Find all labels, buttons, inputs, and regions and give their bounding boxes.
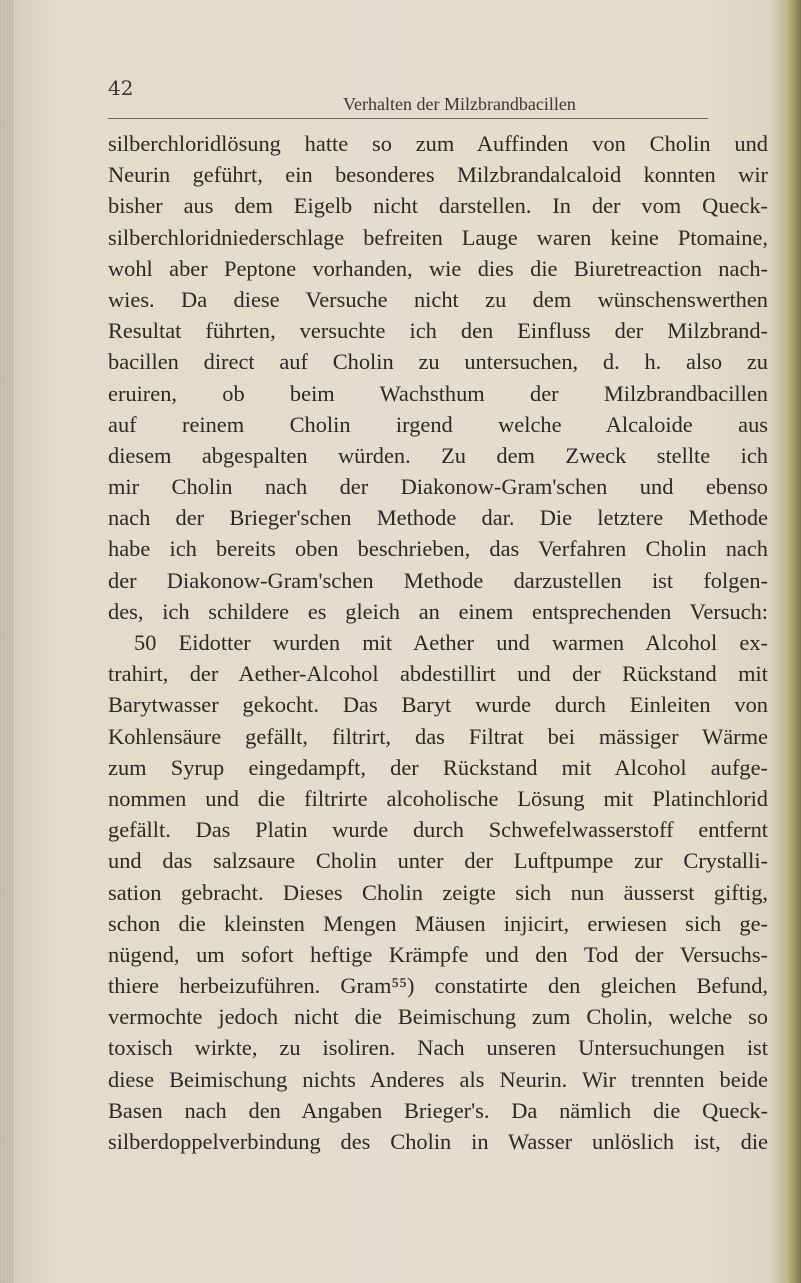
text-line: silberchloridniederschlage befreiten Lauge waren keine Ptomaine,	[108, 224, 768, 250]
text-line: sation gebracht. Dieses Cholin zeigte sich nun äusserst giftig,	[108, 879, 768, 905]
text-line: Resultat führten, versuchte ich den Einfluss der Milzbrand-	[108, 318, 768, 344]
text-line: Basen nach den Angaben Brieger's. Da nämlich die Queck-	[108, 1097, 768, 1123]
text-line: thiere herbeizuführen. Gram⁵⁵) constatirte den gleichen Befund,	[108, 973, 768, 999]
body-text	[108, 128, 768, 1157]
text-line: silberchloridlösung hatte so zum Auffinden von Cholin und	[108, 131, 768, 156]
page-number: 42	[108, 76, 134, 100]
header-rule	[108, 118, 708, 119]
text-line: gefällt. Das Platin wurde durch Schwefelwasserstoff entfernt	[108, 817, 768, 843]
text-line: Kohlensäure gefällt, filtrirt, das Filtrat bei mässiger Wärme	[108, 723, 768, 749]
text-line: bacillen direct auf Cholin zu untersuchen, d. h. also zu	[108, 349, 768, 375]
text-line: zum Syrup eingedampft, der Rückstand mit Alcohol aufge-	[108, 754, 768, 780]
text-line: Neurin geführt, ein besonderes Milzbrandalcaloid konnten wir	[108, 162, 768, 188]
text-line: wies. Da diese Versuche nicht zu dem wünschenswerthen	[108, 286, 768, 312]
text-line: mir Cholin nach der Diakonow-Gram'schen und ebenso	[108, 474, 768, 500]
text-line: nommen und die filtrirte alcoholische Lösung mit Platinchlorid	[108, 785, 768, 811]
text-line: bisher aus dem Eigelb nicht darstellen. In der vom Queck-	[108, 193, 768, 219]
text-line: toxisch wirkte, zu isoliren. Nach unseren Untersuchungen ist	[108, 1035, 768, 1061]
page-header	[108, 76, 708, 116]
text-line: schon die kleinsten Mengen Mäusen injicirt, erwiesen sich ge-	[108, 910, 768, 936]
paragraph-2	[108, 627, 768, 1157]
text-line: 50 Eidotter wurden mit Aether und warmen Alcohol ex-	[134, 630, 768, 655]
text-line: vermochte jedoch nicht die Beimischung zum Cholin, welche so	[108, 1004, 768, 1030]
running-title: Verhalten der Milzbrandbacillen	[343, 94, 576, 114]
text-line: silberdoppelverbindung des Cholin in Wasser unlöslich ist, die	[108, 1129, 768, 1154]
text-line: wohl aber Peptone vorhanden, wie dies die Biuretreaction nach-	[108, 255, 768, 281]
text-line: nügend, um sofort heftige Krämpfe und den Tod der Versuchs-	[108, 941, 768, 967]
text-line: und das salzsaure Cholin unter der Luftpumpe zur Crystalli-	[108, 848, 768, 874]
text-line: eruiren, ob beim Wachsthum der Milzbrandbacillen	[108, 380, 768, 406]
text-line: diese Beimischung nichts Anderes als Neurin. Wir trennten beide	[108, 1066, 768, 1092]
text-line: trahirt, der Aether-Alcohol abdestillirt und der Rückstand mit	[108, 661, 768, 687]
text-line: der Diakonow-Gram'schen Methode darzustellen ist folgen-	[108, 567, 768, 593]
text-line: habe ich bereits oben beschrieben, das Verfahren Cholin nach	[108, 536, 768, 562]
paragraph-1	[108, 128, 768, 627]
text-line: diesem abgespalten würden. Zu dem Zweck stellte ich	[108, 442, 768, 468]
page-right-edge	[779, 0, 801, 1283]
text-line: nach der Brieger'schen Methode dar. Die letztere Methode	[108, 505, 768, 531]
page-left-edge	[0, 0, 14, 1283]
text-line: auf reinem Cholin irgend welche Alcaloide aus	[108, 411, 768, 437]
text-line: des, ich schildere es gleich an einem entsprechenden Versuch:	[108, 598, 768, 624]
text-line: Barytwasser gekocht. Das Baryt wurde durch Einleiten von	[108, 692, 768, 718]
